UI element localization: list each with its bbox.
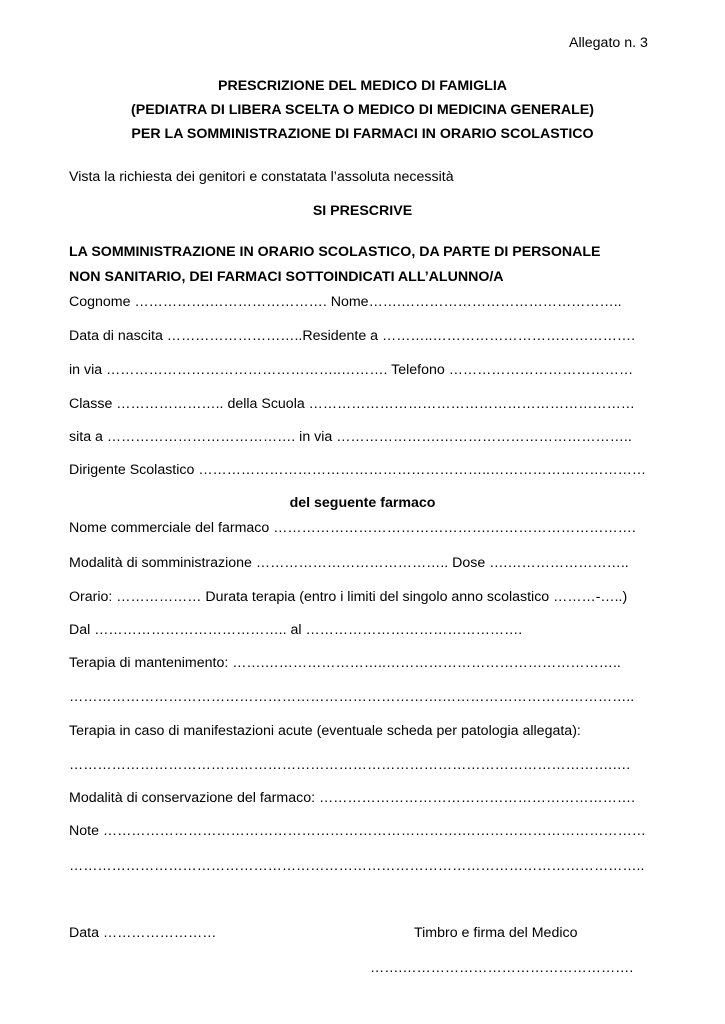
terapia-acute-label: Terapia in caso di manifestazioni acute (eventuale scheda per patologia allegata): [69,723,581,739]
classe-scuola-field[interactable]: Classe ………………….. della Scuola …………………………………………………………… [69,396,635,412]
nascita-residenza-field[interactable]: Data di nascita ………………………..Residente a ………..……………………………………. [69,328,636,344]
orario-durata-field[interactable]: Orario: ……………… Durata terapia (entro i limiti del singolo anno scolastico ………-…..) [69,589,628,605]
data-field[interactable]: Data …………………… [69,925,217,941]
intro-text: Vista la richiesta dei genitori e constatata l’assoluta necessità [69,169,454,185]
sita-via-field[interactable]: sita a …………………………………. in via ………………….………………………………….. [69,429,632,445]
terapia-acute-field[interactable]: …………………………………………………………………………………………………….…. [69,757,631,773]
drug-heading: del seguente farmaco [289,495,436,511]
signature-line[interactable]: …….…………………………………………. [370,960,634,976]
si-prescrive-heading: SI PRESCRIVE [312,203,413,219]
title-line-1: PRESCRIZIONE DEL MEDICO DI FAMIGLIA [217,78,508,94]
via-telefono-field[interactable]: in via …………………………………………..………. Telefono ………………………………… [69,362,634,378]
attachment-number: Allegato n. 3 [569,35,648,51]
title-line-3: PER LA SOMMINISTRAZIONE DI FARMACI IN ORARIO SCOLASTICO [131,126,594,142]
title-line-2: (PEDIATRA DI LIBERA SCELTA O MEDICO DI MEDICINA GENERALE) [131,102,594,118]
dal-al-field[interactable]: Dal ………………………………….. al ………………………………………. [69,622,523,638]
signature-label: Timbro e firma del Medico [414,925,578,941]
statement-line-1: LA SOMMINISTRAZIONE IN ORARIO SCOLASTICO, DA PARTE DI PERSONALE [69,244,601,260]
dirigente-scolastico-field[interactable]: Dirigente Scolastico ……………………………………………………..…………………………… [69,462,647,478]
statement-line-2: NON SANITARIO, DEI FARMACI SOTTOINDICATI ALL’ALUNNO/A [69,269,504,285]
conservazione-field[interactable]: Modalità di conservazione del farmaco: …………………………………………………………. [69,790,636,806]
note-field[interactable]: Note ………………………………………………………………….………………………………… [69,823,646,839]
terapia-mantenimento-field[interactable]: Terapia di mantenimento: …….……………………..………………………………………….. [69,655,621,671]
terapia-mantenimento-continuation[interactable]: …………………………………………………………………….………………………………….. [69,689,635,705]
modalita-dose-field[interactable]: Modalità di somministrazione ………………………………….. Dose ….…………………….. [69,555,629,571]
cognome-nome-field[interactable]: Cognome …………….……………………. Nome…….……………………………………….. [69,294,622,310]
nome-commerciale-field[interactable]: Nome commerciale del farmaco ……………………………………….…………………………. [69,520,636,536]
note-continuation[interactable]: ………………………………………………………………………………………………………….. [69,858,645,874]
